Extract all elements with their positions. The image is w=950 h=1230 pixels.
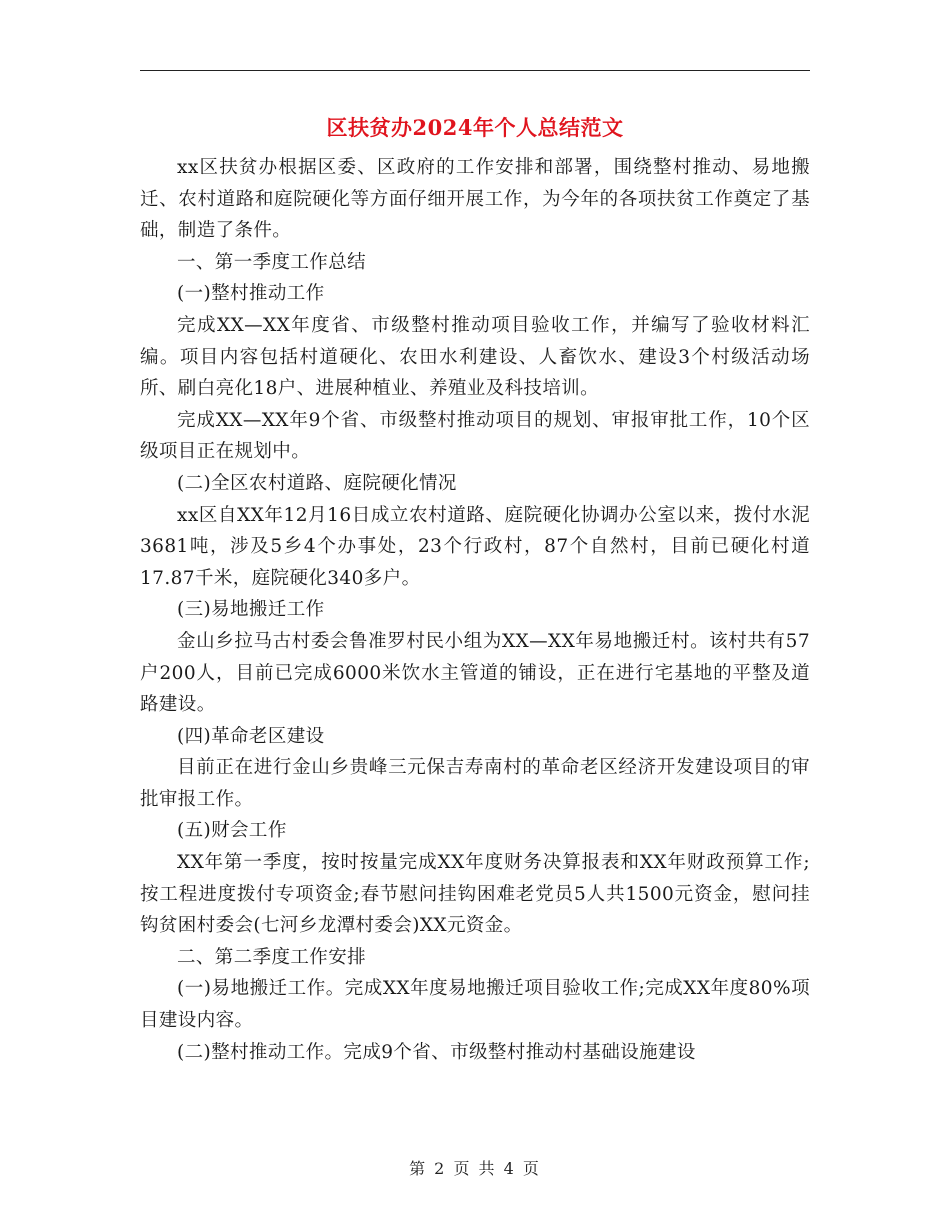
document-body	[140, 152, 810, 1068]
paragraph: 金山乡拉马古村委会鲁准罗村民小组为XX—XX年易地搬迁村。该村共有57户200人，目前已完成6000米饮水主管道的铺设，正在进行宅基地的平整及道路建设。	[140, 630, 810, 716]
paragraph: xx区自XX年12月16日成立农村道路、庭院硬化协调办公室以来，拨付水泥3681吨，涉及5乡4个办事处，23个行政村，87个自然村，目前已硬化村道17.87千米，庭院硬化340多户。	[140, 504, 810, 589]
paragraph: xx区扶贫办根据区委、区政府的工作安排和部署，围绕整村推动、易地搬迁、农村道路和庭院硬化等方面仔细开展工作，为今年的各项扶贫工作奠定了基础，制造了条件。	[140, 157, 810, 242]
paragraph: 完成XX—XX年度省、市级整村推动项目验收工作，并编写了验收材料汇编。项目内容包括村道硬化、农田水利建设、人畜饮水、建设3个村级活动场所、刷白亮化18户、进展种植业、养殖业及科技培训。	[140, 314, 810, 400]
subsection-heading: (二)全区农村道路、庭院硬化情况	[177, 472, 457, 494]
paragraph: 目前正在进行金山乡贵峰三元保吉寿南村的革命老区经济开发建设项目的审批审报工作。	[140, 757, 810, 810]
subsection-heading: (四)革命老区建设	[177, 725, 325, 747]
paragraph: 完成XX—XX年9个省、市级整村推动项目的规划、审报审批工作，10个区级项目正在规划中。	[140, 409, 810, 463]
subsection-heading: (一)整村推动工作	[177, 283, 325, 305]
section-heading: 一、第一季度工作总结	[177, 251, 367, 273]
paragraph: (二)整村推动工作。完成9个省、市级整村推动村基础设施建设	[177, 1041, 696, 1063]
paragraph: XX年第一季度，按时按量完成XX年度财务决算报表和XX年财政预算工作;按工程进度拨付专项资金;春节慰问挂钩困难老党员5人共1500元资金，慰问挂钩贫困村委会(七河乡龙潭村委会)XX元资金。	[140, 852, 810, 937]
document-title: 区扶贫办2024年个人总结范文	[326, 115, 624, 140]
section-heading: 二、第二季度工作安排	[177, 946, 367, 968]
subsection-heading: (三)易地搬迁工作	[177, 599, 325, 621]
subsection-heading: (五)财会工作	[177, 820, 287, 842]
page-footer: 第 2 页 共 4 页	[409, 1159, 541, 1178]
header-rule	[140, 70, 810, 71]
paragraph: (一)易地搬迁工作。完成XX年度易地搬迁项目验收工作;完成XX年度80%项目建设内容。	[140, 978, 810, 1032]
